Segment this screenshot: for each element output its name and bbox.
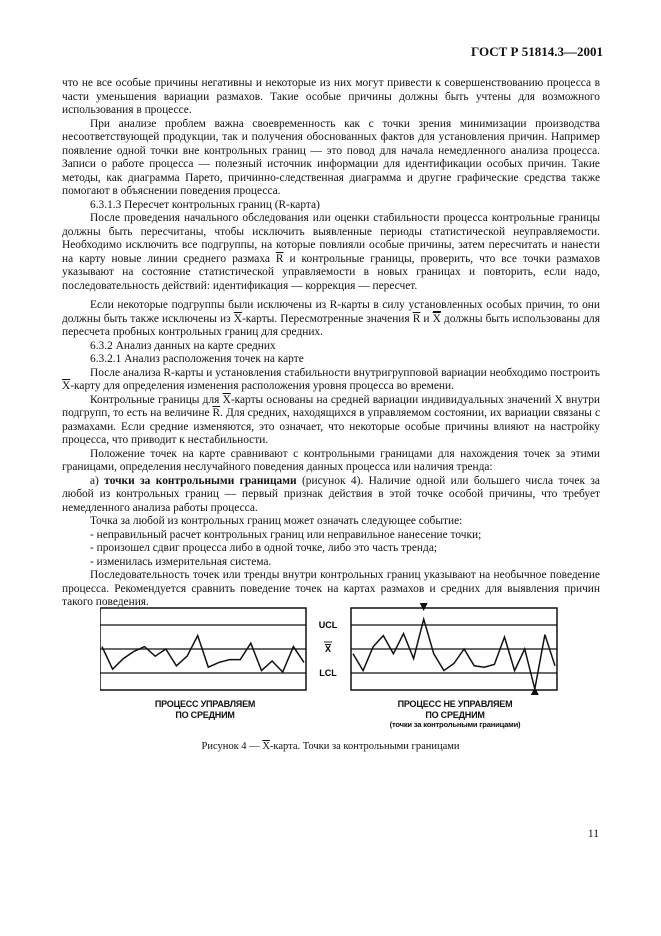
ucl-label: UCL xyxy=(318,620,338,630)
x-bar-symbol: $\overline{X}$ xyxy=(62,380,71,392)
section-heading: 6.3.2 Анализ данных на карте средних xyxy=(90,339,276,352)
bold-term: точки за контрольными границами xyxy=(104,474,297,487)
x-bar-symbol: $\overline{X}$ xyxy=(222,393,231,406)
left-series xyxy=(102,636,304,672)
out-of-control-marker xyxy=(531,687,539,695)
bullet-item: - произошел сдвиг процесса либо в одной точке, либо это часть тренда; xyxy=(90,542,438,554)
list-item: а) точки за контрольными границами (рисунок 4). Наличие одной или большего числа точек за любой из контрольных границ — первый признак действия в этой точке особой причины, что требует немедленного анализа работы процесса. xyxy=(62,474,600,514)
paragraph: Последовательность точек или тренды внутри контрольных границ указывают на необычное поведение процесса. Рекомендуется сравнить поведение точек на картах размахов и средних для выявления причин такого поведения. xyxy=(62,569,600,608)
paragraph: Точка за любой из контрольных границ может означать следующее событие: xyxy=(90,515,463,527)
paragraph: что не все особые причины негативны и некоторые из них могут привести к совершенствованию процесса в части уменьшения вариации размахов. Такие особые причины должны быть учтены для возможного использования в процессе. xyxy=(62,77,600,116)
series-line xyxy=(102,636,304,672)
bullet-item: - изменилась измерительная система. xyxy=(90,555,272,568)
paragraph: Положение точек на карте сравнивают с контрольными границами для нахождения точек за этими границами, определения неслучайного поведения данных процесса или наличия тренда: xyxy=(62,447,600,473)
x-double-bar-symbol: $\overline{X}$ xyxy=(432,312,441,325)
right-panel-label: ПРОЦЕСС НЕ УПРАВЛЯЕМ ПО СРЕДНИМ (точки за контрольными границами) xyxy=(389,699,521,729)
paragraph: Контрольные границы для $\overline{X}$-карты основаны на средней вариации индивидуальных значений X внутри подгрупп, то есть на величине $\overline{R}$. Для средних, находящихся в управляемом состоянии, их вариации связаны с размахами. Если средние изменяются, это означает, что некоторые особые причины влияют на настройку процесса, что приводит к нестабильности. xyxy=(62,393,601,446)
paragraph: Если некоторые подгруппы были исключены из R-карты в силу установленных особых причин, то они должны быть также исключены из $\overline{X}$-карты. Пересмотренные значения $\overline{R}$ и $\overline{X}$ должны быть использованы для пересчета пробных контрольных границ для средних. xyxy=(62,299,600,338)
paragraph: После проведения начального обследования или оценки стабильности процесса контрольные границы должны быть пересчитаны, чтобы исключить выявленные периоды статистической неуправляемости. Необходимо исключить все подгруппы, на которые повлияли особые причины, затем пересчитать и нанести на карту новые линии среднего размаха $\overline{R}$ и контрольные границы, проверить, что все точки размахов указывают на состояние статистической управляемости в новых границах и повторить, если надо, последовательность действий: идентификация — коррекция — пересчет. xyxy=(62,212,600,292)
r-bar-symbol: $\overline{R}$ xyxy=(412,312,421,325)
lcl-label: LCL xyxy=(319,668,337,678)
paragraph: После анализа R-карты и установления стабильности внутригрупповой вариации необходимо построить $\overline{X}$-карту для определения изменения расположения уровня процесса во времени. xyxy=(62,366,600,392)
x-bar-symbol: $\overline{X}$ xyxy=(233,312,242,325)
main-text xyxy=(62,77,600,610)
document-header: ГОСТ Р 51814.3—2001 xyxy=(471,44,603,59)
center-label: X xyxy=(324,644,332,654)
section-heading: 6.3.2.1 Анализ расположения точек на карте xyxy=(90,353,304,365)
page-number: 11 xyxy=(587,828,599,840)
r-bar-symbol: $\overline{R}$ xyxy=(275,252,284,265)
series-line xyxy=(353,619,555,689)
out-of-control-marker xyxy=(420,603,428,611)
x-bar-symbol: $\overline{X}$ xyxy=(262,741,270,752)
section-heading: 6.3.1.3 Пересчет контрольных границ (R-карта) xyxy=(90,198,320,211)
r-bar-symbol: $\overline{R}$ xyxy=(212,407,221,419)
paragraph: При анализе проблем важна своевременность как с точки зрения минимизации производства несоответствующей продукции, так и получения обоснованных фактов для установления причин. Например появление одной точки вне контрольных границ — это повод для начала немедленного анализа процесса. Записи о работе процесса — полезный источник информации для идентификации особых причин. Такие методы, как диаграмма Парето, причинно-следственная диаграмма и другие графические средства также помогают в объяснении поведения процесса. xyxy=(62,117,600,197)
left-panel-label: ПРОЦЕСС УПРАВЛЯЕМ ПО СРЕДНИМ xyxy=(154,699,256,720)
figure-4 xyxy=(100,602,560,752)
control-charts xyxy=(100,602,560,702)
bullet-item: - неправильный расчет контрольных границ или неправильное нанесение точки; xyxy=(90,528,482,541)
figure-caption: Рисунок 4 — $\overline{X}$-карта. Точки за контрольными границами xyxy=(201,741,460,752)
